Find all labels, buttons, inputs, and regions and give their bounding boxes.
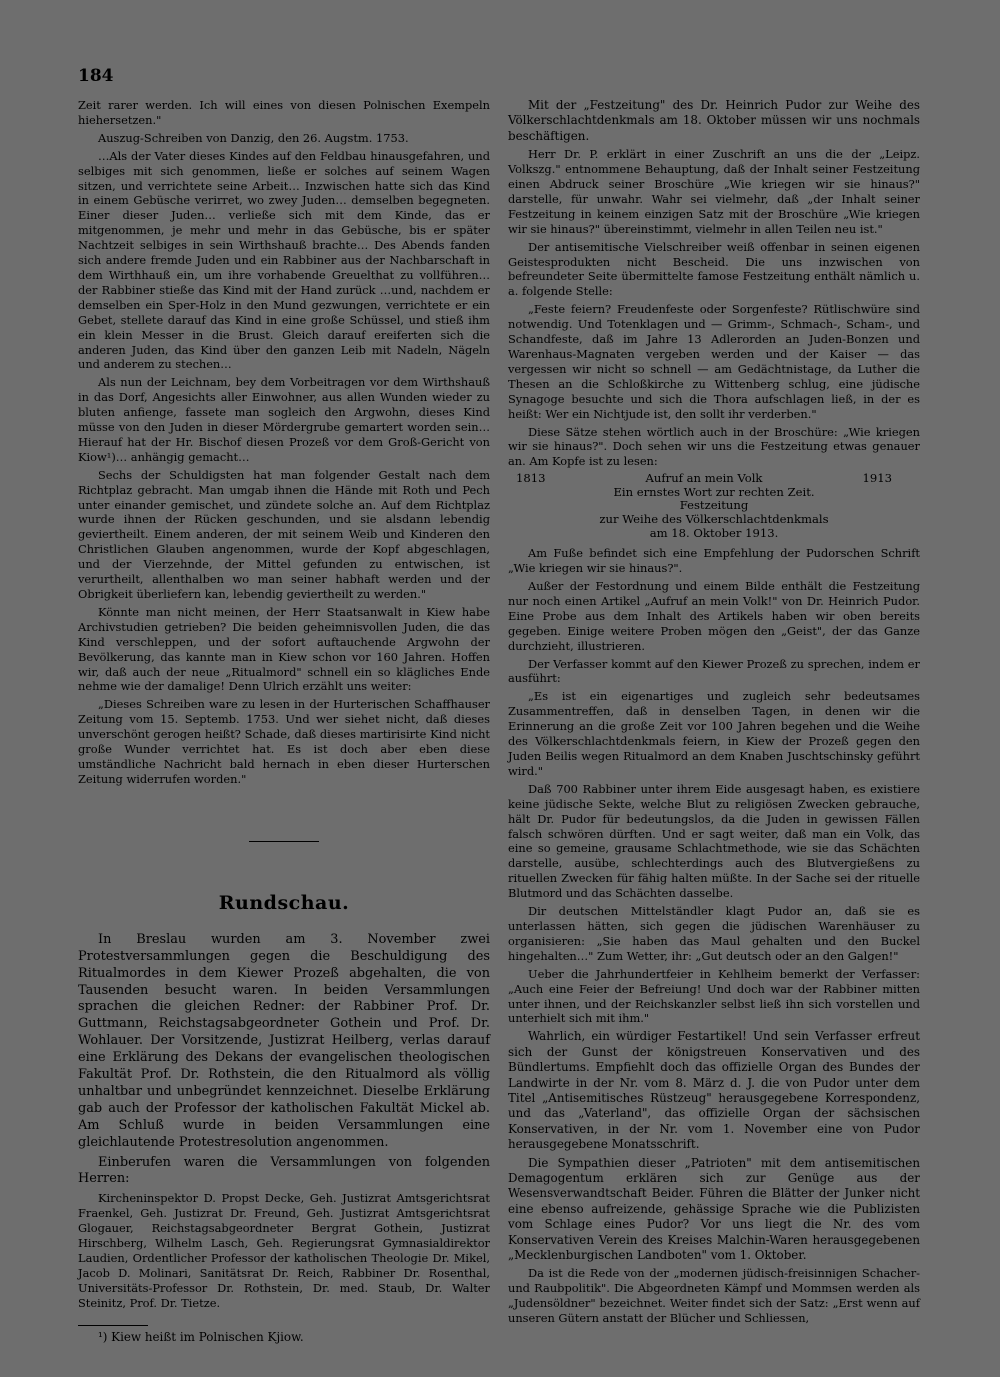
paragraph: Ueber die Jahrhundertfeier in Kehlheim bemerkt der Verfasser: „Auch eine Feier der Befreiung! Und doch war der Rabbiner mitten unter ihnen, und der Reichskanzler selbst ließ ihn sich vorstellen und unterhielt sich mit ihm.": [508, 966, 920, 1026]
paragraph: Außer der Festordnung und einem Bilde enthält die Festzeitung nur noch einen Artikel „Aufruf an mein Volk!" von Dr. Heinrich Pudor. Eine Probe aus dem Inhalt des Artikels haben wir oben bereits gegeben. Einige weitere Proben mögen den „Geist", der das Ganze durchzieht, illustrieren.: [508, 579, 920, 653]
paragraph: Am Fuße befindet sich eine Empfehlung der Pudorschen Schrift „Wie kriegen wir sie hinaus?".: [508, 546, 920, 576]
section-heading: Rundschau.: [218, 891, 350, 914]
masthead-line: Ein ernstes Wort zur rechten Zeit.: [613, 484, 815, 499]
paragraph: „Feste feiern? Freudenfeste oder Sorgenfeste? Rütlischwüre sind notwendig. Und Totenklagen und — Grimm-, Schmach-, Scham-, und Schandfeste, daß im Jahre 13 Adlerorden an Juden-Bonzen und Warenhaus-Magnaten vergeben werden und der Kaiser — das vergessen wir nicht so schnell — am Gedächtnistage, da Luther die Thesen an die Schloßkirche zu Wittenberg schlug, eine jüdische Synagoge besuchte und sich die Thora aufschlagen ließ, in der es heißt: Wer ein Nichtjude ist, den sollt ihr verderben.": [508, 302, 920, 421]
dateline: Auszug-Schreiben von Danzig, den 26. Augstm. 1753.: [98, 130, 409, 145]
masthead-line: Festzeitung: [679, 498, 749, 513]
page-number: 184: [78, 66, 114, 86]
paragraph: Daß 700 Rabbiner unter ihrem Eide ausgesagt haben, es existiere keine jüdische Sekte, welche Blut zu religiösen Zwecken gebrauche, hält Dr. Pudor für bedeutungslos, da die Juden in gewissen Fällen falsch schwören dürften. Und er sagt weiter, daß man ein Volk, das eine so gemeine, grausame Schlachtmethode, wie sie das Schächten darstelle, ausübe, schlechterdings auch des Blutvergießens zu rituellen Zwecken für fähig halten müßte. In der Sache sei der rituelle Blutmord und das Schächten dasselbe.: [508, 781, 920, 901]
section-divider: [249, 841, 319, 842]
footnote-divider: [78, 1325, 148, 1326]
masthead-line: zur Weihe des Völkerschlachtdenkmals: [599, 512, 829, 527]
paragraph: Der antisemitische Vielschreiber weiß offenbar in seinen eigenen Geistesprodukten nicht Bescheid. Die uns inzwischen von befreundeter Seite übermittelte famose Festzeitung enthält nämlich u. a. folgende Stelle:: [508, 239, 920, 299]
paragraph: Kircheninspektor D. Propst Decke, Geh. Justizrat Amtsgerichtsrat Fraenkel, Geh. Justizrat Dr. Freund, Geh. Justizrat Amtsgerichtsrat Glogauer, Reichstagsabgeordneter Bergrat Gothein, Justizrat Hirschberg, Wilhelm Lasch, Geh. Regierungsrat Gymnasialdirektor Laudien, Ordentlicher Professor der katholischen Theologie Dr. Mikel, Jacob D. Molinari, Sanitätsrat Dr. Reich, Rabbiner Dr. Rosenthal, Universitäts-Professor Dr. Rothstein, Dr. med. Staub, Dr. Walter Steinitz, Prof. Dr. Tietze.: [78, 1191, 490, 1310]
paragraph: Da ist die Rede von der „modernen jüdisch-freisinnigen Schacher- und Raubpolitik". Die Abgeordneten Kämpf und Mommsen werden als „Judensöldner" bezeichnet. Weiter findet sich der Satz: „Erst wenn auf unseren Gütern anstatt der Blücher und Schliessen,: [508, 1266, 920, 1326]
rundschau-body: [78, 932, 490, 1189]
paragraph: Mit der „Festzeitung" des Dr. Heinrich Pudor zur Weihe des Völkerschlachtdenkmals am 18. Oktober müssen wir uns nochmals beschäftigen.: [508, 98, 920, 143]
paragraph: Der Verfasser kommt auf den Kiewer Prozeß zu sprechen, indem er ausführt:: [508, 656, 920, 686]
footnote: ¹) Kiew heißt im Polnischen Kjiow.: [98, 1329, 304, 1344]
paragraph: Diese Sätze stehen wörtlich auch in der Broschüre: „Wie kriegen wir sie hinaus?". Doch sehen wir uns die Festzeitung etwas genauer an. Am Kopfe ist zu lesen:: [508, 424, 920, 469]
paragraph: Die Sympathien dieser „Patrioten" mit dem antisemitischen Demagogentum erklären sich zur Genüge aus der Wesensverwandtschaft Beider. Führen die Blätter der Junker nicht eine ebenso aufreizende, gehässige Sprache wie die Publizisten vom Schlage eines Pudor? Vor uns liegt die Nr. des vom Konservativen Verein des Kreises Malchin-Waren herausgegebenen „Mecklenburgischen Landboten" vom 1. Oktober.: [508, 1155, 920, 1262]
paragraph: „Dieses Schreiben ware zu lesen in der Hurterischen Schaffhauser Zeitung vom 15. Septemb. 1753. Und wer siehet nicht, daß dieses unverschönt gerogen heißt? Schade, daß dieses martirisirte Kind nicht große Wunder verrichtet hat. Es ist doch aber eben diese umständliche Nachricht bald hernach in eben dieser Hurterschen Zeitung widerrufen worden.": [78, 697, 490, 786]
right-column: [508, 98, 920, 1329]
masthead-year-left: 1813: [516, 471, 546, 486]
paragraph: …Als der Vater dieses Kindes auf den Feldbau hinausgefahren, und selbiges mit sich genommen, ließe er solches auf seinem Wagen sitzen, und verrichtete seine Arbeit… Inzwischen hatte sich das Kind in einem Gebüsche verirret, wo zwey Juden… demselben begegneten. Einer dieser Juden… verließe sich mit dem Kinde, das er mitgenommen, je mehr und mehr in das Gebüsche, bis er später Nachtzeit selbiges in sein Wirthshauß brachte… Des Abends fanden sich andere fremde Juden und ein Rabbiner aus der Nachbarschaft in dem Wirthhauß ein, um ihre vorhabende Greuelthat zu vollführen… der Rabbiner stieße das Kind mit der Hand zurück …und, nachdem er demselben ein Sper-Holz in den Mund gezwungen, verrichtete er ein Gebet, stellete darauf das Kind in eine große Schüssel, und stieß ihm ein klein Messer in die Brust. Gleich darauf ereiferten sich die anderen Juden, das Kind über den ganzen Leib mit Nadeln, Nägeln und anderem zu stechen…: [78, 148, 490, 372]
paragraph: Zeit rarer werden. Ich will eines von diesen Polnischen Exempeln hiehersetzen.": [78, 98, 490, 127]
masthead-year-right: 1913: [862, 471, 892, 486]
paragraph: Als nun der Leichnam, bey dem Vorbeitragen vor dem Wirthshauß in das Dorf, Angesichts aller Einwohner, aus allen Wunden wieder zu bluten anfienge, fassete man sogleich den Argwohn, dieses Kind müsse von den Juden in dieser Mördergrube gemartert worden sein… Hierauf hat der Hr. Bischof diesen Prozeß vor dem Groß-Gericht von Kiow¹)… anhängig gemacht…: [78, 375, 490, 464]
paragraph: Sechs der Schuldigsten hat man folgender Gestalt nach dem Richtplaz gebracht. Man umgab ihnen die Hände mit Roth und Pech unter einander gemischet, und zündete solche an. Auf dem Richtplaz wurde ihnen der Rücken geschunden, und sie alsdann lebendig geviertheilt. Einem anderen, der mit seinem Weib und Kinderen den Christlichen Glauben angenommen, wurde der Kopf abgeschlagen, und der Vierzehnde, der Mittel gefunden zu entwischen, ist verurtheilt, allenthalben wo man seiner habhaft werden und der Obrigkeit überliefern kan, lebendig geviertheilt zu werden.": [78, 467, 490, 601]
paragraph: Dir deutschen Mittelständler klagt Pudor an, daß sie es unterlassen hätten, sich gegen die jüdischen Warenhäuser zu organisieren: „Sie haben das Maul gehalten und den Buckel hingehalten…" Zum Wetter, ihr: „Gut deutsch oder an den Galgen!": [508, 904, 920, 963]
paragraph: „Es ist ein eigenartiges und zugleich sehr bedeutsames Zusammentreffen, daß in denselben Tagen, in denen wir die Erinnerung an die große Zeit vor 100 Jahren begehen und die Weihe des Völkerschlachtdenkmals feiern, in Kiew der Prozeß gegen den Juden Beilis wegen Ritualmord an dem Knaben Juschtschinsky geführt wird.": [508, 689, 920, 778]
paragraph: Einberufen waren die Versammlungen von folgenden Herren:: [78, 1154, 490, 1187]
paragraph: Herr Dr. P. erklärt in einer Zuschrift an uns die der „Leipz. Volkszg." entnommene Behauptung, daß der Inhalt seiner Festzeitung einen Abdruck seiner Broschüre „Wie kriegen wir sie hinaus?" darstelle, für unwahr. Wahr sei vielmehr, daß „der Inhalt seiner Festzeitung in keinem einzigen Satz mit der Broschüre „Wie kriegen wir sie hinaus?" übereinstimmt, vielmehr in allen Teilen neu ist.": [508, 147, 920, 236]
festzeitung-masthead: [508, 472, 920, 540]
masthead-title: Aufruf an mein Volk: [645, 471, 763, 486]
paragraph: Könnte man nicht meinen, der Herr Staatsanwalt in Kiew habe Archivstudien getrieben? Die beiden geheimnisvollen Juden, die das Kind verschleppen, und der sofort auftauchende Argwohn der Bevölkerung, das kannte man in Kiew schon vor 160 Jahren. Hoffen wir, daß auch der neue „Ritualmord" schnell ein so klägliches Ende nehme wie der damalige! Denn Ulrich erzählt uns weiter:: [78, 604, 490, 694]
paragraph: Wahrlich, ein würdiger Festartikel! Und sein Verfasser erfreut sich der Gunst der königstreuen Konservativen und des Bündlertums. Empfiehlt doch das offizielle Organ des Bundes der Landwirte in der Nr. vom 8. März d. J. die von Pudor unter dem Titel „Antisemitisches Rüstzeug" herausgegebene Korrespondenz, und das „Vaterland", das offizielle Organ der sächsischen Konservativen, in der Nr. vom 1. November eine von Pudor herausgegebene Monatsschrift.: [508, 1029, 920, 1152]
left-column: [78, 98, 490, 1348]
masthead-line: am 18. Oktober 1913.: [649, 525, 779, 540]
paragraph: In Breslau wurden am 3. November zwei Protestversammlungen gegen die Beschuldigung des Ritualmordes in dem Kiewer Prozeß abgehalten, die von Tausenden besucht waren. In beiden Versammlungen sprachen die gleichen Redner: der Rabbiner Prof. Dr. Guttmann, Reichstagsabgeordneter Gothein und Prof. Dr. Wohlauer. Der Vorsitzende, Justizrat Heilberg, verlas darauf eine Erklärung des Dekans der evangelischen theologischen Fakultät Prof. Dr. Rothstein, die den Ritualmord als völlig unhaltbar und unbegründet kennzeichnet. Dieselbe Erklärung gab auch der Professor der katholischen Fakultät Mickel ab. Am Schluß wurde in beiden Versammlungen eine gleichlautende Protestresolution angenommen.: [78, 931, 490, 1150]
